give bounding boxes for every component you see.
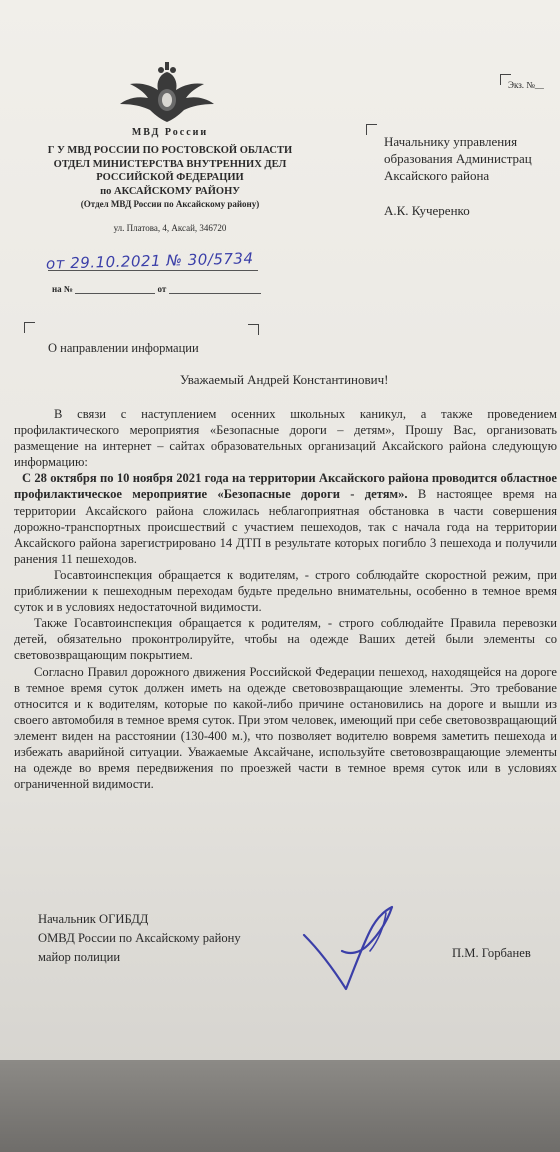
ministry-title: МВД России (131, 127, 209, 138)
outgoing-number-handwritten: от 29.10.2021 № 30/5734 (45, 249, 254, 273)
addressee-line: образования Администрац (384, 151, 532, 166)
letter-body (14, 406, 557, 792)
signer-line: ОМВД России по Аксайскому району (38, 931, 241, 945)
bold-announcement: С 28 октября по 10 ноября 2021 года на территории Аксайского района проводится областное профилактическое мероприятие «Безопасные дороги - детям». (14, 471, 557, 502)
body-paragraph (14, 470, 557, 567)
signer-line: майор полиции (38, 950, 121, 964)
corner-mark (24, 322, 35, 333)
body-paragraph: Согласно Правил дорожного движения Российской Федерации пешеход, находящейся на дороге в темное время суток должен иметь на одежде световозвращающие элементы. Это требование относится и к водителям, которые по какой-либо причине остановились на дороге и вышли из своего автомобиля в темное время суток. При этом человек, имеющий при себе световозвращающий элемент виден на расстоянии (130-400 м.), что позволяет водителю вовремя заметить пешехода и избежать аварийной ситуации. Уважаемые Аксайчане, используйте световозвращающие элементы на одежде во время передвижения по проезжей части в темное время суток или в условиях ограниченной видимости. (14, 664, 557, 792)
sender-address: ул. Платова, 4, Аксай, 346720 (113, 223, 227, 233)
addressee-line: Аксайского района (384, 168, 490, 183)
body-text: В настоящее время на территории Аксайского района сложилась неблагоприятная обстановка в части совершения дорожно-транспортных происшествий с участием пешеходов, так с начала года на территории Аксайского района зарегистрировано 14 ДТП в результате которых погибло 3 пешехода и получили ранения 11 пешеходов. (14, 487, 557, 566)
corner-mark (366, 124, 377, 135)
addressee-name: А.К. Кучеренко (384, 203, 470, 218)
org-line: РОССИЙСКОЙ ФЕДЕРАЦИИ (96, 172, 244, 183)
reference-number-blank (75, 285, 155, 294)
letter-subject: О направлении информации (48, 341, 199, 355)
org-line: по АКСАЙСКОМУ РАЙОНУ (100, 185, 240, 197)
double-headed-eagle-emblem-icon (112, 60, 222, 130)
greeting: Уважаемый Андрей Константинович! (180, 372, 389, 387)
organization-name (10, 144, 330, 212)
reference-date-label: от (157, 284, 167, 294)
outgoing-number-line (48, 270, 258, 271)
signer-line: Начальник ОГИБДД (38, 912, 149, 926)
addressee-line: Начальнику управления (384, 134, 518, 149)
reference-number-label: на № (52, 284, 73, 294)
signer-position (38, 910, 241, 967)
signer-name: П.М. Горбанев (452, 946, 531, 960)
body-paragraph: Госавтоинспекция обращается к водителям, - строго соблюдайте скоростной режим, при приближении к пешеходным переходам будьте предельно внимательны, особенно в темное время суток и в условиях недостаточной видимости. (14, 567, 557, 615)
body-paragraph: В связи с наступлением осенних школьных каникул, а также проведением профилактического мероприятия «Безопасные дороги – детям», Прошу Вас, организовать размещение на интернет – сайтах образовательных организаций Аксайского района следующую информацию: (14, 407, 557, 470)
addressee-position (384, 133, 560, 184)
org-short-name: (Отдел МВД России по Аксайскому району) (80, 199, 260, 209)
handwritten-signature (300, 905, 415, 995)
body-paragraph: Также Госавтоинспекция обращается к родителям, - строго соблюдайте Правила перевозки детей, обязательно проконтролируйте, чтобы на одежде Ваших детей были элементы со световозвращающим покрытием. (14, 616, 557, 663)
corner-mark (500, 74, 511, 85)
org-line: Г У МВД РОССИИ ПО РОСТОВСКОЙ ОБЛАСТИ (47, 145, 293, 156)
copy-number-label: Экз. №__ (508, 80, 544, 90)
reference-field (52, 284, 261, 294)
background-surface (0, 1060, 560, 1152)
reference-date-blank (169, 285, 261, 294)
corner-mark (248, 324, 259, 335)
org-line: ОТДЕЛ МИНИСТЕРСТВА ВНУТРЕННИХ ДЕЛ (53, 158, 287, 170)
